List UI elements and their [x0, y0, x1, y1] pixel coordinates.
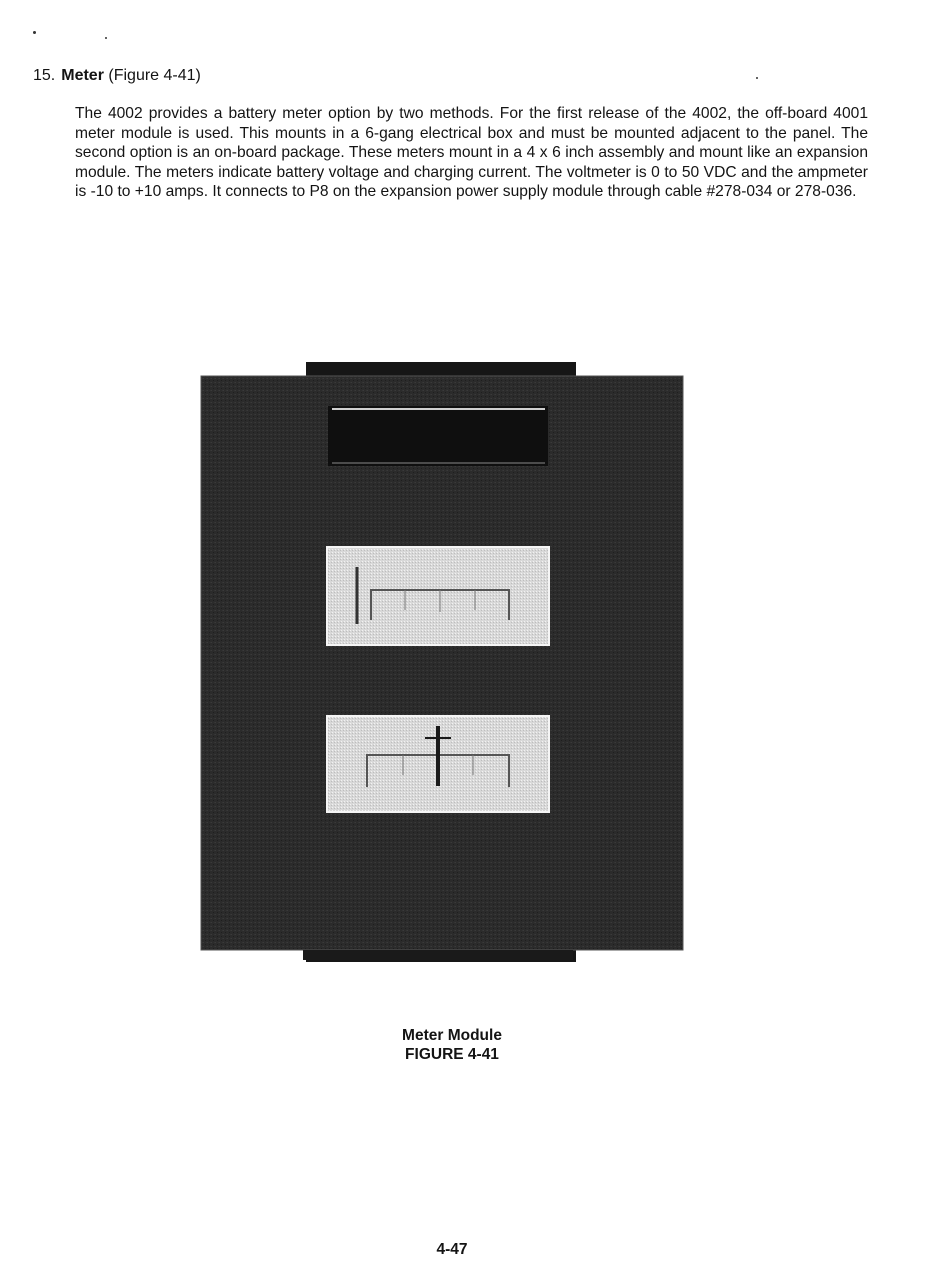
scan-speck [33, 31, 36, 34]
voltmeter [327, 547, 549, 645]
page-number: 4-47 [436, 1241, 468, 1258]
ammeter [327, 716, 549, 812]
section-number: 15. [33, 67, 56, 84]
top-window-slot [328, 406, 548, 466]
figure-caption-number: FIGURE 4-41 [405, 1046, 499, 1063]
figure-caption-title: Meter Module [402, 1027, 502, 1044]
scan-speck [105, 37, 107, 39]
scan-speck [756, 77, 758, 79]
section-heading [33, 66, 201, 86]
section-title: Meter [61, 67, 104, 84]
body-paragraph: The 4002 provides a battery meter option by two methods. For the first release of the 4002, the off-board 4001 meter module is used. This mounts in a 6-gang electrical box and must be mounted adjacent to the panel. The second option is an on-board package. These meters mount in a 4 x 6 inch assembly and mount like an expansion module. The meters indicate battery voltage and charging current. The voltmeter is 0 to 50 VDC and the ampmeter is -10 to +10 amps. It connects to P8 on the expansion power supply module through cable #278-034 or 278-036. [75, 105, 868, 200]
meter-module-photo [199, 362, 685, 962]
body-text [75, 104, 868, 202]
figure-reference: (Figure 4-41) [108, 67, 201, 84]
